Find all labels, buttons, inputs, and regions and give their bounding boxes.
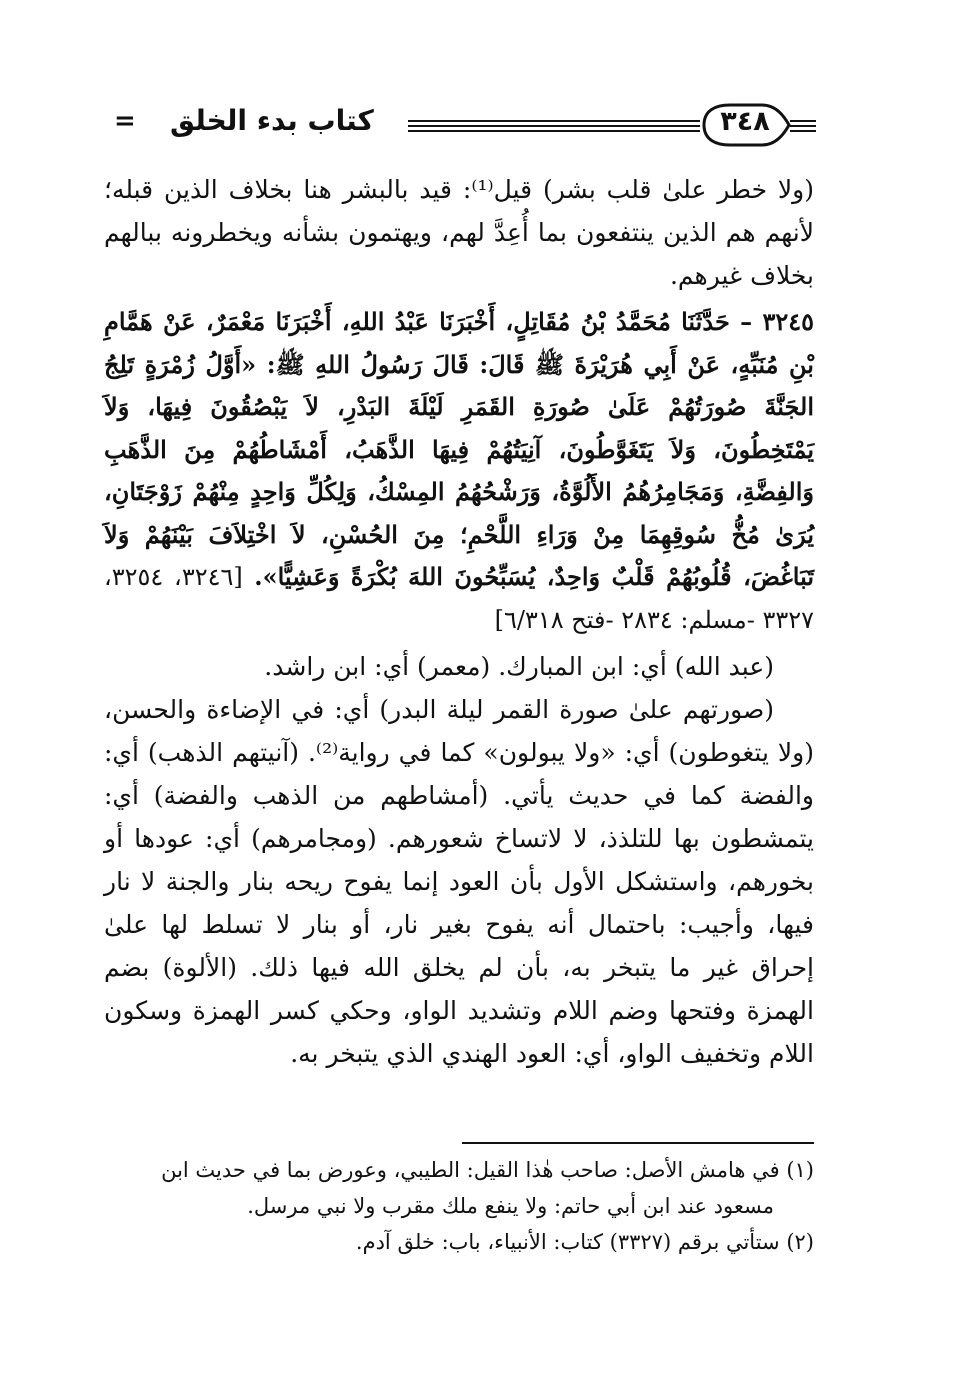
page-header: [100, 96, 816, 154]
hadith-text: [104, 301, 814, 641]
header-separator: =: [114, 106, 136, 136]
header-rule: [408, 125, 700, 127]
commentary-paragraph: (ولا خطر علىٰ قلب بشر) قيل⁽¹⁾: قيد بالبشر هنا بخلاف الذين قبله؛ لأنهم هم الذين ينتفعون بما أُعِدَّ لهم، ويهتمون بشأنه ويخطرونه ببالهم بخلاف غيرهم.: [104, 175, 814, 290]
commentary-paragraph: (صورتهم علىٰ صورة القمر ليلة البدر) أي: في الإضاءة والحسن، (ولا يتغوطون) أي: «ولا يبولون» كما في رواية⁽²⁾. (آنيتهم الذهب) أي: والفضة كما في حديث يأتي. (أمشاطهم من الذهب والفضة) أي: يتمشطون بها للتلذذ، لا لاتساخ شعورهم. (ومجامرهم) أي: عودها أو بخورهم، واستشكل الأول بأن العود إنما يفوح ريحه بنار والجنة لا نار فيها، وأجيب: باحتمال أنه يفوح بغير نار، أو بنار لا تسلط لها علىٰ إحراق غير ما يتبخر به، بأن لم يخلق الله فيها ذلك. (الألوة) بضم الهمزة وفتحها وضم اللام وتشديد الواو، وحكي كسر الهمزة وسكون اللام وتخفيف الواو، أي: العود الهندي الذي يتبخر به.: [104, 695, 814, 1068]
footnote-1: (١) في هامش الأصل: صاحب هٰذا القيل: الطيبي، وعورض بما في حديث ابن: [161, 1158, 814, 1182]
footnote-divider: [462, 1142, 814, 1144]
footnote-1-continuation: مسعود عند ابن أبي حاتم: ولا ينفع ملك مقرب ولا نبي مرسل.: [247, 1194, 774, 1218]
header-rule: [408, 130, 700, 132]
page-number: ٣٤٨: [720, 106, 770, 137]
commentary-paragraph: (عبد الله) أي: ابن المبارك. (معمر) أي: ابن راشد.: [264, 652, 774, 681]
header-rule: [408, 120, 700, 122]
hadith-body: ٣٢٤٥ – حَدَّثَنَا مُحَمَّدُ بْنُ مُقَاتِلٍ، أَخْبَرَنَا عَبْدُ اللهِ، أَخْبَرَنَا مَعْمَرٌ، عَنْ هَمَّامِ بْنِ مُنَبِّهٍ، عَنْ أَبِي هُرَيْرَةَ ﷺ قَالَ: قَالَ رَسُولُ اللهِ ﷺ: «أَوَّلُ زُمْرَةٍ تَلِجُ الجَنَّةَ صُورَتُهُمْ عَلَىٰ صُورَةِ القَمَرِ لَيْلَةَ البَدْرِ، لاَ يَبْصُقُونَ فِيهَا، وَلاَ يَمْتَخِطُونَ، وَلاَ يَتَغَوَّطُونَ، آنِيَتُهُمْ فِيهَا الذَّهَبُ، أَمْشَاطُهُمْ مِنَ الذَّهَبِ وَالفِضَّةِ، وَمَجَامِرُهُمُ الأَلُوَّةُ، وَرَشْحُهُمُ المِسْكُ، وَلِكُلِّ وَاحِدٍ مِنْهُمْ زَوْجَتَانِ، يُرَىٰ مُخُّ سُوقِهِمَا مِنْ وَرَاءِ اللَّحْمِ؛ مِنَ الحُسْنِ، لاَ اخْتِلاَفَ بَيْنَهُمْ وَلاَ تَبَاغُضَ، قُلُوبُهُمْ قَلْبٌ وَاحِدٌ، يُسَبِّحُونَ اللهَ بُكْرَةً وَعَشِيًّا».: [104, 307, 815, 591]
footnotes: [104, 1152, 814, 1260]
main-text: [104, 168, 814, 1075]
footnote-2: (٢) ستأتي برقم (٣٣٢٧) كتاب: الأنبياء، باب: خلق آدم.: [355, 1230, 814, 1254]
hadith-reference: [٣٢٤٦، ٣٢٥٤، ٣٣٢٧ -مسلم: ٢٨٣٤ -فتح ٦/٣١٨]: [104, 563, 814, 634]
header-rule: [790, 120, 816, 122]
book-title: كتاب بدء الخلق: [170, 104, 374, 137]
header-rule: [790, 130, 816, 132]
header-rule: [790, 125, 816, 127]
